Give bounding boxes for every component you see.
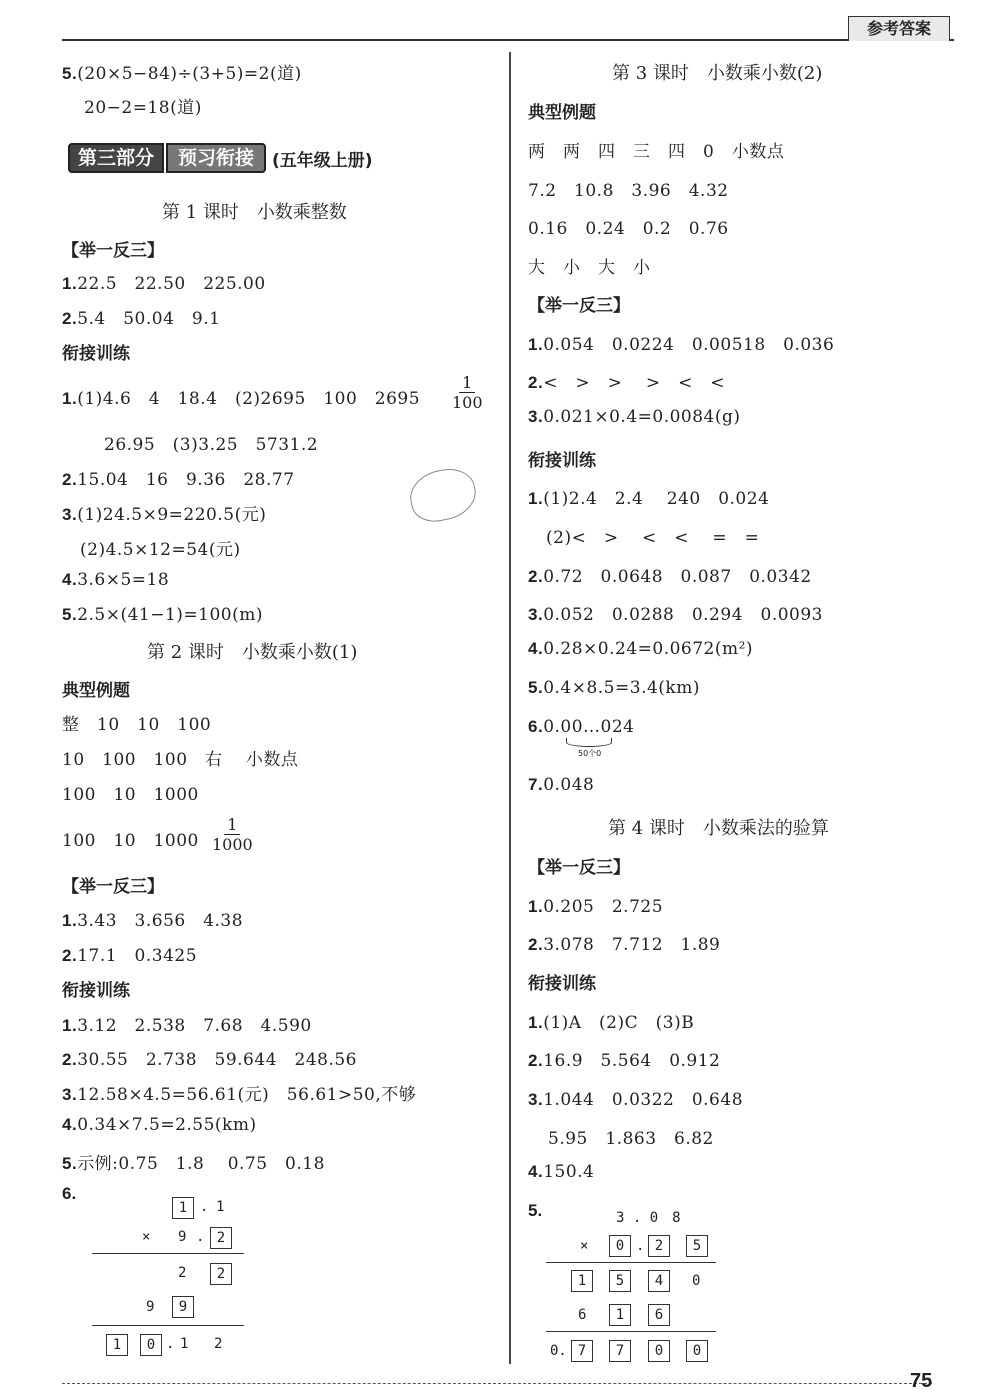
header-rule: [62, 39, 954, 41]
lesson3-b2-text: 0.72 0.0648 0.087 0.0342: [543, 567, 812, 587]
lesson1-b3-line2: (2)4.5×12=54(元): [80, 540, 241, 560]
digit-box: 0: [140, 1334, 162, 1356]
num-2: 2.: [528, 1051, 544, 1070]
lesson2-ex1: 整 10 10 100: [62, 715, 212, 735]
banner-title: 预习衔接: [166, 143, 266, 173]
lesson2-ex2: 10 100 100 右 小数点: [62, 750, 299, 770]
lesson3-b5: [528, 678, 700, 698]
digit-label: 9: [146, 1299, 155, 1315]
num-4: 4.: [62, 1115, 78, 1134]
num-2: 2.: [62, 946, 78, 965]
num-4: 4.: [528, 639, 544, 658]
digit-label: 0.: [550, 1343, 567, 1359]
num-1: 1.: [528, 897, 544, 916]
digit-box: 4: [648, 1270, 670, 1292]
num-5: 5.: [62, 64, 78, 83]
lesson1-b1-fraction: [452, 373, 483, 412]
lesson4-b4-text: 150.4: [543, 1162, 595, 1182]
lesson4-a2: [528, 930, 720, 955]
digit-box: 6: [648, 1304, 670, 1326]
num-4: 4.: [528, 1162, 544, 1181]
lesson3-b3-text: 0.052 0.0288 0.294 0.0093: [543, 605, 823, 625]
digit-label: 1: [216, 1199, 225, 1215]
num-3: 3.: [62, 505, 78, 524]
digit-box: 1: [106, 1334, 128, 1356]
lesson2-b3: [62, 1080, 416, 1105]
lesson3-b1: [528, 484, 769, 509]
lesson2-b3-text: 12.58×4.5=56.61(元) 56.61>50,不够: [77, 1085, 417, 1105]
fraction-numerator: 1: [224, 815, 240, 835]
lesson2-b6-num: 6.: [62, 1184, 77, 1203]
digit-box: 2: [648, 1235, 670, 1257]
page-number: 75: [910, 1370, 933, 1392]
lesson3-b6: [528, 717, 635, 737]
times-sign: ×: [142, 1229, 151, 1245]
num-2: 2.: [62, 309, 78, 328]
lesson4-a2-text: 3.078 7.712 1.89: [543, 935, 721, 955]
lesson4-b2: [528, 1046, 720, 1071]
lesson3-a1-text: 0.054 0.0224 0.00518 0.036: [543, 335, 835, 355]
lesson1-b3: [62, 500, 266, 525]
fraction-numerator: 1: [459, 373, 475, 393]
lesson2-section-ex: 典型例题: [62, 681, 130, 701]
lesson3-b6-note: 50个0: [578, 749, 602, 758]
digit-box: 7: [609, 1340, 631, 1362]
num-5: 5.: [62, 1154, 78, 1173]
digit-label: .: [196, 1229, 205, 1245]
digit-box: 5: [686, 1235, 708, 1257]
lesson1-b1-line2: 26.95 (3)3.25 5731.2: [104, 435, 319, 455]
lesson3-ex3: 0.16 0.24 0.2 0.76: [528, 219, 729, 239]
digit-label: 2: [214, 1336, 223, 1352]
calc-rule: [92, 1325, 244, 1326]
lesson1-title: 第 1 课时 小数乘整数: [162, 202, 347, 223]
lesson3-a2: [528, 368, 725, 393]
digit-box: 2: [210, 1263, 232, 1285]
digit-box: 0: [609, 1235, 631, 1257]
column-divider: [509, 52, 511, 1364]
num-2: 2.: [528, 567, 544, 586]
fraction-denominator: 1000: [212, 835, 253, 854]
lesson2-b2: [62, 1045, 357, 1070]
digit-label: .: [200, 1199, 209, 1215]
digit-label: 9: [178, 1229, 187, 1245]
digit-label: 0: [692, 1273, 701, 1289]
lesson2-section-a: 【举一反三】: [62, 877, 164, 897]
prev-q5-line1: (20×5−84)÷(3+5)=2(道): [77, 64, 302, 84]
lesson2-b4-text: 0.34×7.5=2.55(km): [77, 1115, 257, 1135]
lesson3-b6-text: 0.00…024: [543, 717, 635, 737]
num-3: 3.: [528, 605, 544, 624]
lesson3-section-a: 【举一反三】: [528, 296, 630, 316]
lesson3-section-ex: 典型例题: [528, 103, 596, 123]
lesson2-b5-text: 示例:0.75 1.8 0.75 0.18: [77, 1154, 325, 1174]
lesson4-b1-text: (1)A (2)C (3)B: [543, 1013, 695, 1033]
num-1: 1.: [62, 389, 78, 408]
lesson2-a1-text: 3.43 3.656 4.38: [77, 911, 244, 931]
lesson2-b1: [62, 1011, 312, 1036]
lesson2-b5: [62, 1149, 325, 1174]
lesson4-b2-text: 16.9 5.564 0.912: [543, 1051, 721, 1071]
lesson2-a1: [62, 906, 243, 931]
lesson1-a1: [62, 269, 266, 294]
prev-q5: [62, 59, 302, 84]
lesson3-b4-text: 0.28×0.24=0.0672(m²): [543, 639, 754, 659]
num-2: 2.: [528, 373, 544, 392]
lesson2-ex4-fraction: [212, 815, 253, 854]
lesson4-a1: [528, 892, 663, 917]
num-3: 3.: [528, 1090, 544, 1109]
lesson1-b2-text: 15.04 16 9.36 28.77: [77, 470, 295, 490]
digit-box: 1: [172, 1197, 194, 1219]
digit-label: 2: [178, 1265, 187, 1281]
lesson3-a2-text: < > > > < <: [543, 373, 726, 393]
digit-box: 7: [571, 1340, 593, 1362]
lesson2-b2-text: 30.55 2.738 59.644 248.56: [77, 1050, 357, 1070]
brace-underline: [566, 738, 612, 747]
lesson2-a2-text: 17.1 0.3425: [77, 946, 198, 966]
lesson3-a3-text: 0.021×0.4=0.0084(g): [543, 407, 741, 427]
lesson4-b3-line2: 5.95 1.863 6.82: [548, 1129, 714, 1149]
lesson3-b3: [528, 600, 823, 625]
lesson3-b1-text: (1)2.4 2.4 240 0.024: [543, 489, 770, 509]
num-7: 7.: [528, 775, 544, 794]
digit-label: 6: [578, 1307, 587, 1323]
lesson3-section-b: 衔接训练: [528, 451, 596, 471]
num-1: 1.: [62, 274, 78, 293]
lesson3-ex1: 两 两 四 三 四 0 小数点: [528, 142, 785, 162]
footer-dashed-rule: [62, 1383, 932, 1384]
lesson2-title: 第 2 课时 小数乘小数(1): [147, 642, 358, 663]
num-1: 1.: [62, 1016, 78, 1035]
banner-grade: (五年级上册): [272, 150, 373, 171]
lesson4-section-b: 衔接训练: [528, 974, 596, 994]
num-3: 3.: [62, 1085, 78, 1104]
digit-label: 3 . 0 8: [616, 1210, 681, 1226]
lesson1-b1-text: (1)4.6 4 18.4 (2)2695 100 2695: [77, 389, 421, 409]
digit-box: 1: [609, 1304, 631, 1326]
lesson3-b1-line2: (2)< > < < = =: [546, 528, 760, 548]
calc-rule: [546, 1331, 716, 1332]
lesson3-ex4: 大 小 大 小: [528, 258, 651, 278]
calc-rule: [546, 1262, 716, 1263]
lesson2-ex4: 100 10 1000: [62, 831, 199, 851]
digit-box: 2: [210, 1227, 232, 1249]
lesson4-b1: [528, 1008, 694, 1033]
lesson1-b4: [62, 570, 169, 590]
header-tag: 参考答案: [848, 16, 950, 41]
lesson4-b4: [528, 1162, 594, 1182]
num-4: 4.: [62, 570, 78, 589]
num-3: 3.: [528, 407, 544, 426]
lesson1-a1-text: 22.5 22.50 225.00: [77, 274, 266, 294]
lesson1-a2-text: 5.4 50.04 9.1: [77, 309, 221, 329]
lesson3-ex2: 7.2 10.8 3.96 4.32: [528, 181, 729, 201]
lesson2-b1-text: 3.12 2.538 7.68 4.590: [77, 1016, 312, 1036]
lesson2-a2: [62, 941, 197, 966]
num-1: 1.: [528, 1013, 544, 1032]
digit-box: 9: [172, 1296, 194, 1318]
lesson4-title: 第 4 课时 小数乘法的验算: [608, 818, 829, 839]
num-2: 2.: [62, 470, 78, 489]
num-5: 5.: [528, 678, 544, 697]
lesson2-ex3: 100 10 1000: [62, 785, 199, 805]
lesson3-b2: [528, 562, 812, 587]
stamp-mark: [406, 464, 481, 527]
lesson3-b7-text: 0.048: [543, 775, 595, 795]
lesson1-b5: [62, 605, 263, 625]
calc-rule: [92, 1253, 244, 1254]
digit-label: .: [166, 1336, 175, 1352]
lesson2-section-b: 衔接训练: [62, 981, 130, 1001]
num-1: 1.: [62, 911, 78, 930]
lesson1-section-a: 【举一反三】: [62, 241, 164, 261]
digit-box: 1: [571, 1270, 593, 1292]
lesson4-b5-num: 5.: [528, 1201, 543, 1220]
lesson1-b5-text: 2.5×(41−1)=100(m): [77, 605, 264, 625]
lesson1-a2: [62, 304, 220, 329]
lesson1-b4-text: 3.6×5=18: [77, 570, 170, 590]
num-2: 2.: [528, 935, 544, 954]
num-5: 5.: [62, 605, 78, 624]
prev-q5-line2: 20−2=18(道): [84, 98, 202, 118]
lesson3-b4: [528, 639, 753, 659]
lesson2-b4: [62, 1115, 257, 1135]
lesson1-b1: [62, 384, 420, 409]
lesson3-a3: [528, 407, 741, 427]
lesson4-b3: [528, 1085, 743, 1110]
digit-box: 5: [609, 1270, 631, 1292]
section-banner: [68, 142, 373, 174]
lesson4-section-a: 【举一反三】: [528, 858, 630, 878]
lesson3-a1: [528, 330, 834, 355]
lesson3-b5-text: 0.4×8.5=3.4(km): [543, 678, 700, 698]
digit-label: .: [636, 1238, 645, 1254]
banner-part: 第三部分: [68, 143, 164, 173]
lesson1-b2: [62, 465, 295, 490]
digit-box: 0: [648, 1340, 670, 1362]
lesson1-section-b: 衔接训练: [62, 344, 130, 364]
num-1: 1.: [528, 489, 544, 508]
lesson4-b3-text: 1.044 0.0322 0.648: [543, 1090, 744, 1110]
digit-box: 0: [686, 1340, 708, 1362]
lesson3-title: 第 3 课时 小数乘小数(2): [612, 63, 823, 84]
times-sign: ×: [580, 1238, 589, 1254]
lesson1-b3-text: (1)24.5×9=220.5(元): [77, 505, 267, 525]
num-1: 1.: [528, 335, 544, 354]
num-2: 2.: [62, 1050, 78, 1069]
lesson3-b7: [528, 775, 594, 795]
num-6: 6.: [528, 717, 544, 736]
lesson4-a1-text: 0.205 2.725: [543, 897, 664, 917]
digit-label: 1: [180, 1336, 189, 1352]
fraction-denominator: 100: [452, 393, 483, 412]
